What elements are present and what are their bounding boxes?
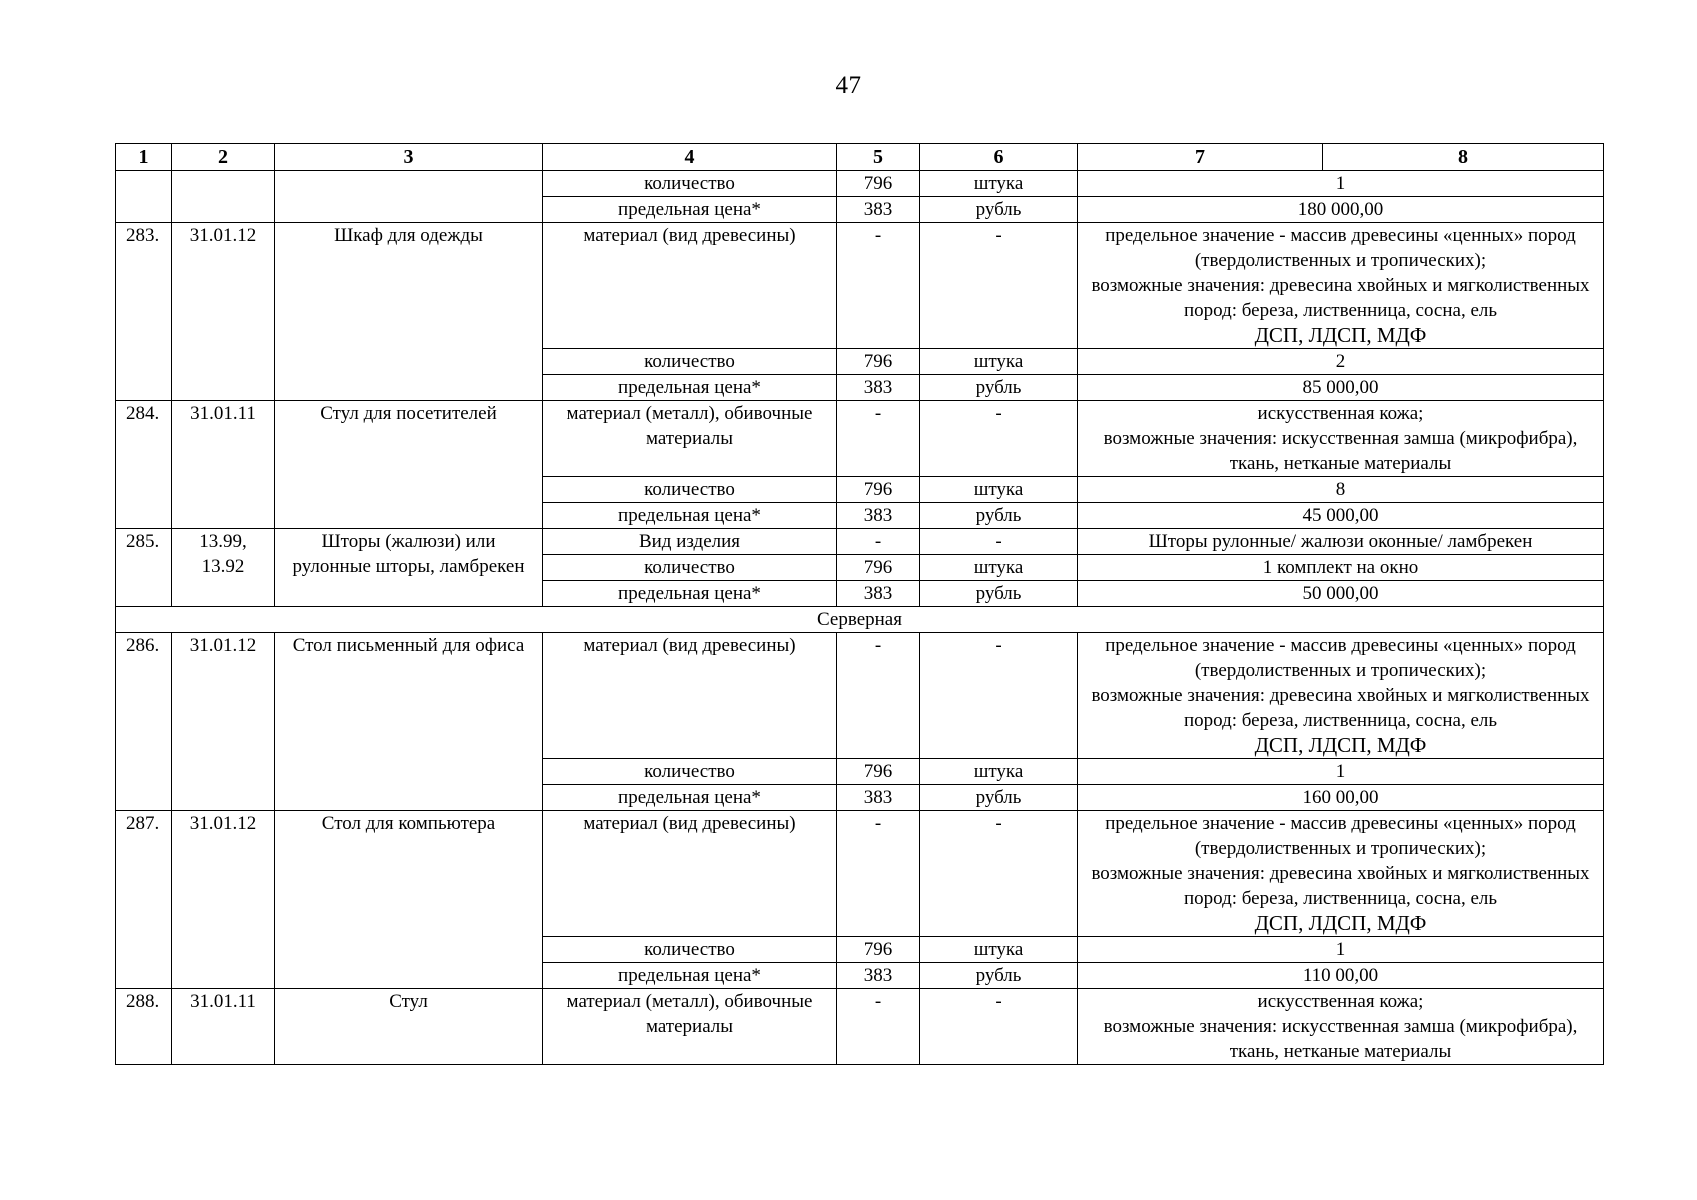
value-line: ДСП, ЛДСП, МДФ (1254, 733, 1427, 757)
characteristic-cell: количество (543, 759, 837, 785)
table-row (116, 633, 1604, 759)
row-number: 286. (116, 633, 172, 811)
column-header: 7 (1078, 144, 1323, 171)
okei-code: - (837, 223, 920, 349)
value-cell: 1 (1078, 759, 1604, 785)
table-row (116, 223, 1604, 349)
unit-name: рубль (920, 503, 1078, 529)
characteristic-cell: Вид изделия (543, 529, 837, 555)
value-cell (1078, 401, 1604, 477)
value-cell (1078, 223, 1604, 349)
characteristic-cell: материал (вид древесины) (543, 633, 837, 759)
characteristic-cell: предельная цена* (543, 785, 837, 811)
unit-name: - (920, 401, 1078, 477)
characteristic-cell: количество (543, 937, 837, 963)
characteristic-cell: предельная цена* (543, 197, 837, 223)
okei-code: 796 (837, 555, 920, 581)
column-header: 1 (116, 144, 172, 171)
value-cell (1078, 989, 1604, 1065)
okpd-code: 31.01.11 (172, 989, 275, 1065)
section-row (116, 607, 1604, 633)
okei-code: 383 (837, 503, 920, 529)
column-header: 2 (172, 144, 275, 171)
section-title: Серверная (116, 607, 1604, 633)
unit-name: штука (920, 477, 1078, 503)
table-row (116, 171, 1604, 197)
value-line: искусственная кожа; (1257, 991, 1424, 1012)
okei-code: 383 (837, 197, 920, 223)
column-header: 5 (837, 144, 920, 171)
okpd-code: 31.01.12 (172, 223, 275, 401)
unit-name: штука (920, 171, 1078, 197)
unit-name: штука (920, 555, 1078, 581)
characteristic-cell: материал (металл), обивочные материалы (543, 989, 837, 1065)
okpd-code: 31.01.12 (172, 811, 275, 989)
okei-code: 383 (837, 785, 920, 811)
value-cell: 1 (1078, 937, 1604, 963)
unit-name: рубль (920, 581, 1078, 607)
characteristic-cell: материал (металл), обивочные материалы (543, 401, 837, 477)
item-name: Стул (275, 989, 543, 1065)
characteristic-cell: материал (вид древесины) (543, 811, 837, 937)
value-cell: Шторы рулонные/ жалюзи оконные/ ламбрекен (1078, 529, 1604, 555)
table-row (116, 811, 1604, 937)
value-line: ДСП, ЛДСП, МДФ (1254, 911, 1427, 935)
okei-code: - (837, 529, 920, 555)
column-header-row (116, 144, 1604, 171)
value-cell: 180 000,00 (1078, 197, 1604, 223)
column-header: 4 (543, 144, 837, 171)
unit-name: - (920, 811, 1078, 937)
okei-code: - (837, 811, 920, 937)
unit-name: рубль (920, 375, 1078, 401)
value-cell: 1 (1078, 171, 1604, 197)
okei-code: 383 (837, 375, 920, 401)
value-cell: 110 00,00 (1078, 963, 1604, 989)
row-number: 284. (116, 401, 172, 529)
characteristic-cell: предельная цена* (543, 581, 837, 607)
value-cell: 50 000,00 (1078, 581, 1604, 607)
row-number: 283. (116, 223, 172, 401)
column-header: 6 (920, 144, 1078, 171)
unit-name: - (920, 223, 1078, 349)
item-name: Стол для компьютера (275, 811, 543, 989)
characteristic-cell: материал (вид древесины) (543, 223, 837, 349)
value-cell (1078, 633, 1604, 759)
characteristic-cell: предельная цена* (543, 963, 837, 989)
unit-name: - (920, 989, 1078, 1065)
value-line: возможные значения: древесина хвойных и мягколиственных пород: береза, лиственница, сосна, ель (1091, 275, 1590, 321)
value-line: предельное значение - массив древесины «ценных» пород (твердолиственных и тропических); (1105, 225, 1576, 271)
value-cell: 1 комплект на окно (1078, 555, 1604, 581)
page-number: 47 (835, 72, 862, 99)
value-line: возможные значения: искусственная замша (микрофибра), ткань, нетканые материалы (1103, 428, 1578, 474)
table-row (116, 401, 1604, 477)
value-line: ДСП, ЛДСП, МДФ (1254, 323, 1427, 347)
column-header: 3 (275, 144, 543, 171)
unit-name: рубль (920, 785, 1078, 811)
requirements-table (115, 143, 1604, 1065)
value-line: возможные значения: искусственная замша (микрофибра), ткань, нетканые материалы (1103, 1016, 1578, 1062)
table-row (116, 989, 1604, 1065)
value-line: предельное значение - массив древесины «ценных» пород (твердолиственных и тропических); (1105, 635, 1576, 681)
unit-name: рубль (920, 197, 1078, 223)
value-cell: 160 00,00 (1078, 785, 1604, 811)
characteristic-cell: количество (543, 555, 837, 581)
okei-code: 796 (837, 759, 920, 785)
item-name: Шкаф для одежды (275, 223, 543, 401)
okei-code: 796 (837, 477, 920, 503)
okei-code: - (837, 989, 920, 1065)
unit-name: штука (920, 759, 1078, 785)
okei-code: 383 (837, 581, 920, 607)
value-line: предельное значение - массив древесины «ценных» пород (твердолиственных и тропических); (1105, 813, 1576, 859)
value-cell: 45 000,00 (1078, 503, 1604, 529)
okei-code: 796 (837, 349, 920, 375)
characteristic-cell: количество (543, 349, 837, 375)
okpd-code: 31.01.11 (172, 401, 275, 529)
value-cell (1078, 811, 1604, 937)
value-cell: 85 000,00 (1078, 375, 1604, 401)
characteristic-cell: предельная цена* (543, 503, 837, 529)
value-line: искусственная кожа; (1257, 403, 1424, 424)
okei-code: 796 (837, 171, 920, 197)
item-name: Шторы (жалюзи) или рулонные шторы, ламбрекен (275, 529, 543, 607)
okei-code: - (837, 633, 920, 759)
value-line: возможные значения: древесина хвойных и мягколиственных пород: береза, лиственница, сосна, ель (1091, 685, 1590, 731)
row-number: 288. (116, 989, 172, 1065)
item-name: Стул для посетителей (275, 401, 543, 529)
okpd-code: 13.99, 13.92 (172, 529, 275, 607)
value-cell: 2 (1078, 349, 1604, 375)
unit-name: рубль (920, 963, 1078, 989)
characteristic-cell: количество (543, 477, 837, 503)
characteristic-cell: предельная цена* (543, 375, 837, 401)
okei-code: 796 (837, 937, 920, 963)
unit-name: штука (920, 349, 1078, 375)
unit-name: - (920, 529, 1078, 555)
row-number: 285. (116, 529, 172, 607)
okei-code: - (837, 401, 920, 477)
okei-code: 383 (837, 963, 920, 989)
characteristic-cell: количество (543, 171, 837, 197)
okpd-code: 31.01.12 (172, 633, 275, 811)
item-name: Стол письменный для офиса (275, 633, 543, 811)
row-number: 287. (116, 811, 172, 989)
table-row (116, 529, 1604, 555)
unit-name: - (920, 633, 1078, 759)
column-header: 8 (1323, 144, 1604, 171)
value-cell: 8 (1078, 477, 1604, 503)
value-line: возможные значения: древесина хвойных и мягколиственных пород: береза, лиственница, сосна, ель (1091, 863, 1590, 909)
unit-name: штука (920, 937, 1078, 963)
